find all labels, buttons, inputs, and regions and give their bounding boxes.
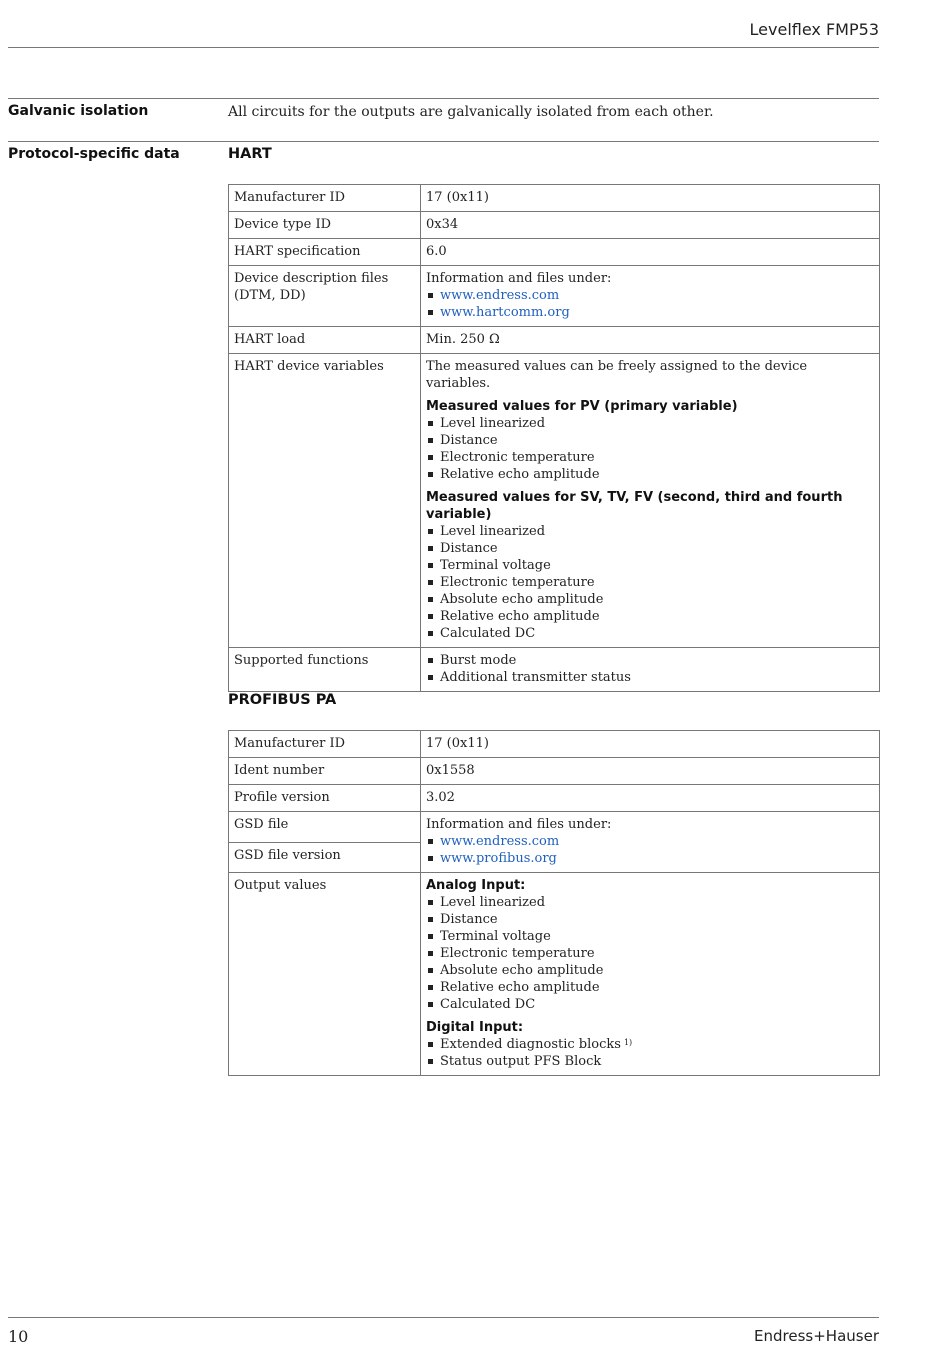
analog-input-list	[426, 894, 874, 1013]
list-item: Relative echo amplitude	[426, 608, 874, 625]
hart-device-type-key: Device type ID	[229, 212, 421, 239]
pv-heading: Measured values for PV (primary variable)	[426, 399, 738, 414]
list-item: Calculated DC	[426, 625, 874, 642]
list-item: Level linearized	[426, 894, 874, 911]
hart-device-type-value: 0x34	[421, 212, 880, 239]
pb-manufacturer-key: Manufacturer ID	[229, 731, 421, 758]
table-row	[229, 812, 880, 843]
list-item: Distance	[426, 911, 874, 928]
hart-variables-value	[421, 354, 880, 648]
list-item: Terminal voltage	[426, 928, 874, 945]
profibus-link[interactable]: www.profibus.org	[440, 851, 557, 866]
list-item: Level linearized	[426, 523, 874, 540]
sv-tv-fv-list	[426, 523, 874, 642]
list-item: Terminal voltage	[426, 557, 874, 574]
protocol-specific-label: Protocol-specific data	[8, 146, 180, 162]
section-rule-protocol	[8, 141, 879, 142]
list-item: Electronic temperature	[426, 449, 874, 466]
list-item	[426, 850, 874, 867]
digital-input-heading: Digital Input:	[426, 1020, 524, 1035]
pb-gsd-links-list	[426, 833, 874, 867]
footer-rule	[8, 1317, 879, 1318]
hart-dd-files-key: Device description files (DTM, DD)	[229, 266, 421, 327]
list-item	[426, 304, 874, 321]
document-title: Levelflex FMP53	[749, 20, 879, 39]
hartcomm-link[interactable]: www.hartcomm.org	[440, 305, 570, 320]
hart-load-value: Min. 250 Ω	[421, 327, 880, 354]
pb-gsd-info-value	[421, 812, 880, 873]
pb-manufacturer-value: 17 (0x11)	[421, 731, 880, 758]
hart-dd-files-value	[421, 266, 880, 327]
table-row	[229, 873, 880, 1076]
hart-functions-key: Supported functions	[229, 648, 421, 692]
analog-input-heading: Analog Input:	[426, 878, 526, 893]
pb-profile-value: 3.02	[421, 785, 880, 812]
digital-input-list	[426, 1036, 874, 1070]
hart-spec-value: 6.0	[421, 239, 880, 266]
profibus-table	[228, 730, 880, 1076]
footnote-mark: 1)	[623, 1038, 633, 1047]
section-rule-galvanic	[8, 98, 879, 99]
pb-ident-value: 0x1558	[421, 758, 880, 785]
endress-link[interactable]: www.endress.com	[440, 834, 560, 849]
table-row	[229, 648, 880, 692]
hart-manufacturer-value: 17 (0x11)	[421, 185, 880, 212]
list-item: Status output PFS Block	[426, 1053, 874, 1070]
pb-gsd-intro: Information and files under:	[426, 817, 612, 832]
profibus-title: PROFIBUS PA	[228, 692, 337, 708]
list-item: Absolute echo amplitude	[426, 962, 874, 979]
functions-list	[426, 652, 874, 686]
galvanic-isolation-label: Galvanic isolation	[8, 103, 149, 119]
list-item: Absolute echo amplitude	[426, 591, 874, 608]
table-row	[229, 239, 880, 266]
header-rule	[8, 47, 879, 48]
page-number: 10	[8, 1327, 29, 1346]
pb-profile-key: Profile version	[229, 785, 421, 812]
brand-name: Endress+Hauser	[754, 1327, 879, 1345]
list-item: Electronic temperature	[426, 945, 874, 962]
sv-tv-fv-heading: Measured values for SV, TV, FV (second, third and fourth variable)	[426, 490, 843, 522]
list-item: Distance	[426, 540, 874, 557]
list-item: Electronic temperature	[426, 574, 874, 591]
table-row	[229, 731, 880, 758]
list-item: Calculated DC	[426, 996, 874, 1013]
table-row	[229, 185, 880, 212]
pb-outputs-value	[421, 873, 880, 1076]
extended-diagnostic-text: Extended diagnostic blocks	[440, 1037, 621, 1052]
hart-dd-links-list	[426, 287, 874, 321]
galvanic-isolation-text: All circuits for the outputs are galvanically isolated from each other.	[228, 104, 714, 120]
list-item: Level linearized	[426, 415, 874, 432]
hart-load-key: HART load	[229, 327, 421, 354]
list-item	[426, 1036, 874, 1053]
list-item: Relative echo amplitude	[426, 466, 874, 483]
list-item: Distance	[426, 432, 874, 449]
table-row	[229, 327, 880, 354]
pb-outputs-key: Output values	[229, 873, 421, 1076]
table-row	[229, 354, 880, 648]
list-item: Additional transmitter status	[426, 669, 874, 686]
pb-ident-key: Ident number	[229, 758, 421, 785]
table-row	[229, 266, 880, 327]
list-item: Relative echo amplitude	[426, 979, 874, 996]
table-row	[229, 212, 880, 239]
pb-gsd-version-key: GSD file version	[229, 842, 421, 873]
hart-functions-value	[421, 648, 880, 692]
hart-variables-key: HART device variables	[229, 354, 421, 648]
hart-table	[228, 184, 880, 692]
hart-spec-key: HART specification	[229, 239, 421, 266]
pb-gsd-file-key: GSD file	[229, 812, 421, 843]
pv-list	[426, 415, 874, 483]
table-row	[229, 758, 880, 785]
hart-title: HART	[228, 146, 272, 162]
hart-dd-files-intro: Information and files under:	[426, 271, 612, 286]
endress-link[interactable]: www.endress.com	[440, 288, 560, 303]
hart-manufacturer-key: Manufacturer ID	[229, 185, 421, 212]
list-item	[426, 833, 874, 850]
list-item: Burst mode	[426, 652, 874, 669]
table-row	[229, 785, 880, 812]
hart-variables-intro: The measured values can be freely assigned to the device variables.	[426, 359, 808, 391]
list-item	[426, 287, 874, 304]
